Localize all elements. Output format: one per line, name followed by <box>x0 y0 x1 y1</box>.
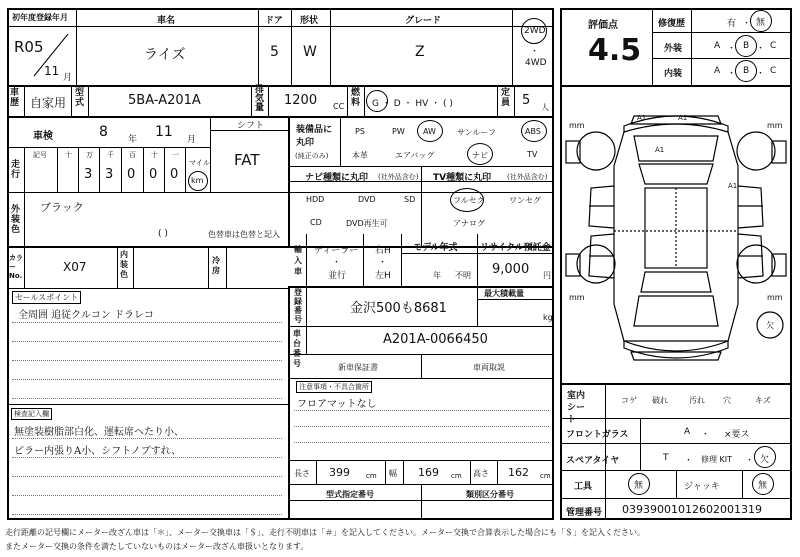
registration-label: 登録番号 <box>294 288 302 324</box>
height-unit: cm <box>540 472 551 480</box>
cc-unit: CC <box>333 102 345 111</box>
inspection-year: 8 <box>99 124 108 140</box>
width-unit: cm <box>451 472 462 480</box>
recycle-label: リサイクル預託金 <box>480 243 551 253</box>
shift-label: シフト <box>237 121 265 131</box>
repair-dot: ・ <box>742 19 752 29</box>
exterior-grade-label: 外装 <box>664 44 683 54</box>
sales-point-text: 全周囲 追従クルコン ドラレコ <box>18 310 155 321</box>
length-unit: cm <box>366 472 377 480</box>
windshield-dot: ・ <box>701 430 711 440</box>
exterior-color-value: ブラック <box>40 201 84 214</box>
control-number-value: 03939001012602001319 <box>622 503 762 516</box>
ruled-line <box>294 426 549 427</box>
abs-circle <box>521 120 547 142</box>
nav-type-sub: (社外品含む) <box>378 173 419 181</box>
shape-value: W <box>303 44 317 60</box>
interior-sheet-option: コゲ <box>621 396 637 405</box>
exterior-grade-c: C <box>770 41 777 51</box>
spare-tire-kit: 修理 KIT <box>701 455 733 464</box>
jack-label: ジャッキ <box>684 482 720 492</box>
right-h-label: 右H <box>375 246 391 256</box>
mileage-unit-label: 万 <box>86 151 93 159</box>
tools-none: 無 <box>634 481 644 491</box>
nav-option: DVD再生可 <box>346 219 388 228</box>
mileage-col-divider <box>143 147 144 192</box>
control-number-label: 管理番号 <box>566 508 603 518</box>
owners-manual: 車両取説 <box>473 363 505 372</box>
missing-mark: 欠 <box>766 321 774 330</box>
nav-option: DVD <box>358 195 376 204</box>
height-label: 高さ <box>473 469 489 478</box>
repair-yes: 有 <box>727 19 737 29</box>
displacement-value: 1200 <box>284 93 318 108</box>
equipment-label: 装備品に丸印 <box>296 125 333 148</box>
interior-grade-b: B <box>743 66 750 76</box>
mileage-label: 走行 <box>11 160 21 180</box>
capacity-unit: 人 <box>541 103 549 112</box>
aw-circle <box>417 120 443 142</box>
model-value: 5BA-A201A <box>128 93 201 108</box>
height-value: 162 <box>508 466 529 479</box>
repair-none: 無 <box>756 18 766 28</box>
max-load-unit: kg <box>543 313 553 322</box>
color-no-label: カラーNo. <box>9 254 23 280</box>
ruled-line <box>12 341 282 342</box>
inspection-month: 11 <box>155 124 173 140</box>
import-label: 輸入車 <box>294 245 302 276</box>
model-year-unit: 年 <box>433 271 441 280</box>
interior-sheet-option: キズ <box>755 396 771 405</box>
equipment-item: TV <box>527 150 538 159</box>
spare-tire-label: スペアタイヤ <box>566 456 620 466</box>
interior-grade-dot: ・ <box>727 69 737 79</box>
ruled-line <box>12 457 282 458</box>
inspection-notes-label: 検査記入欄 <box>11 408 52 420</box>
class-number-label: 類別区分番号 <box>466 490 514 499</box>
spare-tire-dot: ・ <box>684 456 694 466</box>
nav-option: HDD <box>306 195 325 204</box>
mileage-digit: 0 <box>149 167 158 182</box>
model-label: 型式 <box>75 88 85 108</box>
import-dot: ・ <box>332 258 342 268</box>
interior-sheet-option: 穴 <box>723 396 731 405</box>
left-h-label: 左H <box>375 271 391 281</box>
equipment-item: ナビ <box>472 151 488 160</box>
equipment-sub-label: (純正のみ) <box>295 152 329 160</box>
first-registration-label: 初年度登録年月 <box>12 13 68 22</box>
spare-tire-missing: 欠 <box>760 455 770 465</box>
spare-tire-dot-2: ・ <box>745 456 755 466</box>
tv-option: フルセグ <box>453 196 485 205</box>
month-unit: 月 <box>63 73 73 83</box>
car-name: ライズ <box>144 47 186 63</box>
ruled-line <box>12 398 282 399</box>
drive-4wd: 4WD <box>525 58 547 68</box>
tv-option: ワンセグ <box>509 196 541 205</box>
model-year-unknown: 不明 <box>455 271 471 280</box>
capacity-label: 定員 <box>501 88 511 108</box>
usage-label: 車歴 <box>10 88 20 108</box>
type-spec-label: 型式指定番号 <box>326 490 374 499</box>
equipment-item: AW <box>423 127 436 136</box>
score-value: 4.5 <box>588 33 642 68</box>
usage-value: 自家用 <box>30 96 67 110</box>
navi-circle <box>467 143 493 165</box>
door-count: 5 <box>270 44 279 60</box>
inspection-notes-line1: 無塗装樹脂部白化、運転席ヘたり小、 <box>14 427 184 438</box>
ruled-line <box>12 514 282 515</box>
notes-text: フロアマットなし <box>297 399 377 410</box>
length-value: 399 <box>329 466 350 479</box>
equipment-item: 本革 <box>352 151 368 160</box>
mark-a1-roof: A1 <box>655 146 665 154</box>
mileage-unit-label: 百 <box>129 151 136 159</box>
equipment-item: エアバッグ <box>395 151 435 160</box>
mileage-unit-label: 千 <box>107 151 114 159</box>
inspection-label: 車検 <box>33 131 53 142</box>
windshield-label: フロントガラス <box>566 430 629 440</box>
mileage-sub-label: 記号 <box>33 151 47 159</box>
mark-a1-front-right: A1 <box>678 114 688 122</box>
tv-type-label: TV種類に丸印 <box>433 173 492 183</box>
km-label: km <box>191 176 204 185</box>
fuel-options: G ・ D ・ HV ・ ( ) <box>372 99 453 109</box>
width-value: 169 <box>418 466 439 479</box>
ruled-line <box>294 410 549 411</box>
jack-none: 無 <box>758 481 768 491</box>
door-label: ドア <box>265 16 283 26</box>
mileage-digit: 0 <box>170 167 179 182</box>
ruled-line <box>12 322 282 323</box>
drive-dot: ・ <box>530 47 540 57</box>
equipment-item: PS <box>355 127 365 136</box>
tv-type-sub: (社外品含む) <box>507 173 548 181</box>
width-label: 幅 <box>389 469 397 478</box>
inspection-notes-line2: ピラー内張りA小、シフトノブすれ、 <box>14 446 182 457</box>
interior-sheet-option: 汚れ <box>689 396 705 405</box>
tools-label: 工具 <box>574 482 593 492</box>
car-diagram <box>561 86 791 382</box>
mileage-col-divider <box>99 147 100 192</box>
model-year-label: モデル年式 <box>413 243 458 253</box>
equipment-item: ABS <box>525 127 541 136</box>
color-change-note: 色替車は色替と記入 <box>208 230 280 239</box>
interior-sheet-label: 室内シート <box>567 391 586 425</box>
mm-front-right: mm <box>767 121 783 130</box>
windshield-a: A <box>684 427 691 437</box>
sales-point-label: セールスポイント <box>12 291 81 304</box>
grade-label: グレード <box>405 16 442 26</box>
parallel-label: 並行 <box>328 271 347 281</box>
mileage-digit: 0 <box>127 167 136 182</box>
recycle-value: 9,000 <box>492 262 530 277</box>
interior-grade-circle <box>735 60 757 82</box>
dealer-label: ディーラー <box>314 246 359 256</box>
color-no-value: X07 <box>63 260 87 274</box>
mileage-digit: 3 <box>84 167 93 182</box>
ruled-line <box>12 379 282 380</box>
length-label: 長さ <box>294 469 310 478</box>
inspection-year-unit: 年 <box>128 135 138 145</box>
ac-label: 冷房 <box>212 256 220 275</box>
exterior-grade-dot: ・ <box>727 44 737 54</box>
mm-rear-left: mm <box>569 293 585 302</box>
spare-tire-t: T <box>663 453 669 463</box>
footer-note-1: 走行距離の記号欄にメーター改ざん車は「＊」、メーター交換車は「＄」、走行不明車は「＃」を記入してください。メーター交換で合算表示した場合にも「＄」を記入ください。 <box>5 528 645 537</box>
mileage-col-divider <box>164 147 165 192</box>
equipment-item: PW <box>392 127 405 136</box>
nav-option: CD <box>310 218 322 227</box>
interior-grade-dot: ・ <box>756 69 766 79</box>
ruled-line <box>12 495 282 496</box>
mark-a1-front-left: A1 <box>637 114 647 122</box>
max-load-label: 最大積載量 <box>484 289 524 298</box>
exterior-grade-b: B <box>743 41 750 51</box>
mileage-col-divider <box>121 147 122 192</box>
chassis-label: 車台番号 <box>293 329 301 368</box>
shape-label: 形状 <box>300 16 319 26</box>
color-change-paren: ( ) <box>158 229 168 239</box>
mileage-unit-label: 一 <box>172 151 179 159</box>
exterior-grade-dot: ・ <box>756 44 766 54</box>
mm-rear-right: mm <box>767 293 783 302</box>
chassis-value: A201A-0066450 <box>383 332 488 347</box>
nav-option: SD <box>404 195 416 204</box>
inspection-month-unit: 月 <box>187 135 197 145</box>
mileage-unit-label: 十 <box>65 151 72 159</box>
recycle-unit: 円 <box>543 271 551 280</box>
interior-grade-label: 内装 <box>664 69 683 79</box>
equipment-item: サンルーフ <box>457 128 496 137</box>
interior-grade-c: C <box>770 66 777 76</box>
fullseg-circle <box>450 188 484 212</box>
mileage-digit: 3 <box>105 167 114 182</box>
mileage-unit-label: 十 <box>151 151 158 159</box>
interior-sheet-option: 破れ <box>652 396 668 405</box>
ruled-line <box>12 476 282 477</box>
capacity-value: 5 <box>522 93 531 108</box>
first-registration-month: 11 <box>44 64 60 78</box>
mm-front-left: mm <box>569 121 585 130</box>
drive-2wd: 2WD <box>524 26 546 36</box>
repair-history-label: 修復歴 <box>658 19 686 29</box>
shift-value: FAT <box>234 151 260 169</box>
grade-value: Z <box>415 44 425 60</box>
exterior-grade-a: A <box>714 41 721 51</box>
ruled-line <box>294 442 549 443</box>
ruled-line <box>12 360 282 361</box>
tv-option: アナログ <box>453 219 485 228</box>
interior-color-label: 内装色 <box>120 250 128 279</box>
mark-a1-right-door: A1 <box>728 182 738 190</box>
footer-note-2: またメーター交換の条件を満たしていないものはメーター改ざん車扱いとなります。 <box>5 542 309 551</box>
car-name-label: 車名 <box>157 16 176 26</box>
score-label: 評価点 <box>588 20 618 31</box>
first-registration-era: R05 <box>14 38 44 56</box>
ruled-line <box>12 438 282 439</box>
new-car-warranty: 新車保証書 <box>338 363 378 372</box>
notes-label: 注意事項・不具合箇所 <box>296 381 372 393</box>
windshield-replace: ×要ス <box>724 430 750 440</box>
fuel-label: 燃料 <box>351 88 361 108</box>
nav-type-label: ナビ種類に丸印 <box>305 173 369 183</box>
interior-grade-a: A <box>714 66 721 76</box>
mileage-col-divider <box>185 147 186 192</box>
exterior-grade-circle <box>735 35 757 57</box>
displacement-label: 排気量 <box>255 85 265 113</box>
mile-label: マイル <box>189 159 210 167</box>
mileage-col-divider <box>78 147 79 192</box>
exterior-color-label: 外装色 <box>11 205 21 235</box>
registration-value: 金沢500も8681 <box>350 301 447 316</box>
import-dot-2: ・ <box>378 258 388 268</box>
